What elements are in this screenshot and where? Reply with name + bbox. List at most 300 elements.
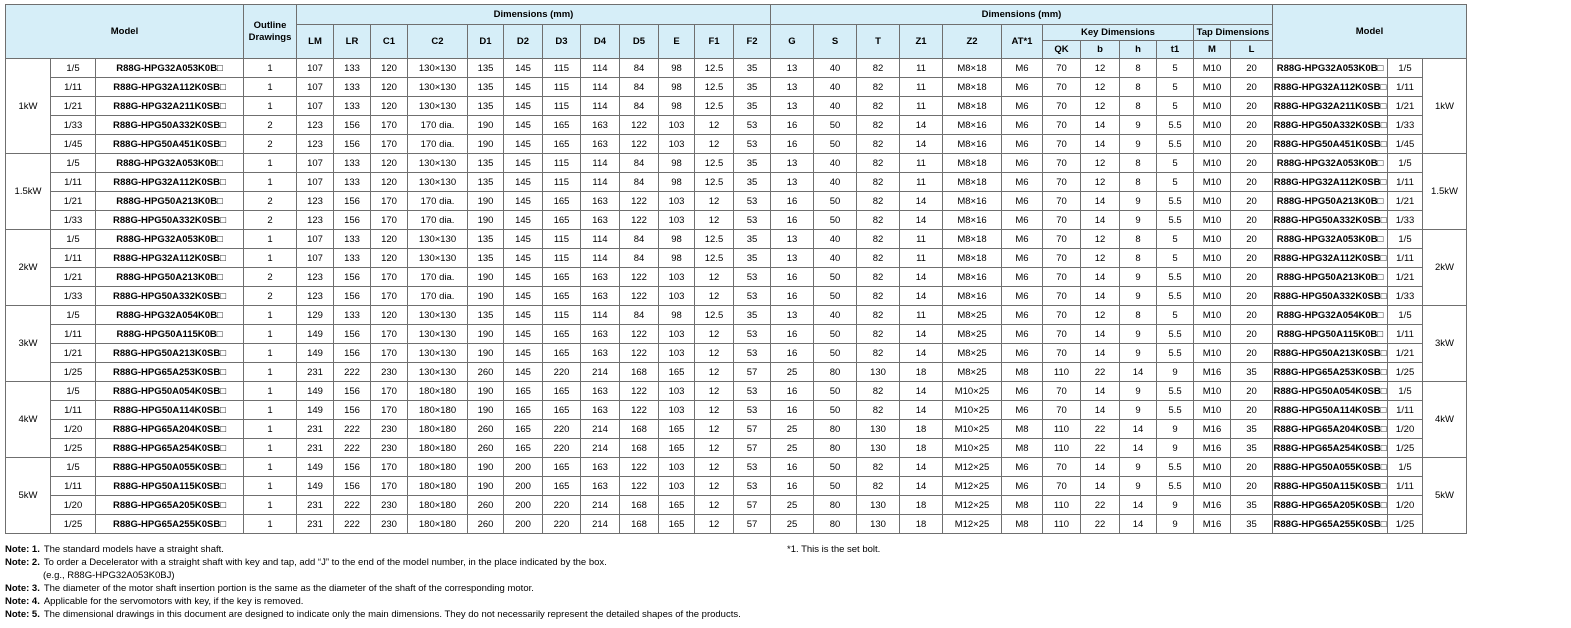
value-cell: 149 xyxy=(297,344,334,363)
value-cell: 50 xyxy=(814,192,857,211)
model-cell-right: R88G-HPG50A213K0B□ xyxy=(1273,268,1388,287)
value-cell: 145 xyxy=(504,268,543,287)
value-cell: 149 xyxy=(297,325,334,344)
outline-drawing-cell: 1 xyxy=(244,401,297,420)
value-cell: 57 xyxy=(734,420,771,439)
model-cell-right: R88G-HPG65A255K0SB□ xyxy=(1273,515,1388,534)
value-cell: 8 xyxy=(1120,306,1157,325)
value-cell: 103 xyxy=(659,287,695,306)
value-cell: 115 xyxy=(543,154,581,173)
outline-drawing-cell: 1 xyxy=(244,97,297,116)
value-cell: 35 xyxy=(734,154,771,173)
value-cell: 12 xyxy=(1081,173,1120,192)
value-cell: 156 xyxy=(334,268,371,287)
value-cell: 14 xyxy=(1120,363,1157,382)
value-cell: 107 xyxy=(297,230,334,249)
value-cell: 168 xyxy=(620,363,659,382)
value-cell: 20 xyxy=(1231,287,1273,306)
ratio-cell: 1/33 xyxy=(51,116,96,135)
value-cell: M8×25 xyxy=(943,363,1002,382)
value-cell: 156 xyxy=(334,344,371,363)
value-cell: 80 xyxy=(814,439,857,458)
value-cell: M8 xyxy=(1002,363,1043,382)
value-cell: 107 xyxy=(297,78,334,97)
value-cell: 50 xyxy=(814,401,857,420)
value-cell: 149 xyxy=(297,401,334,420)
value-cell: 190 xyxy=(468,211,504,230)
value-cell: 14 xyxy=(1120,420,1157,439)
value-cell: 103 xyxy=(659,268,695,287)
value-cell: 190 xyxy=(468,192,504,211)
value-cell: 5 xyxy=(1157,97,1194,116)
value-cell: 130×130 xyxy=(408,363,468,382)
value-cell: 57 xyxy=(734,439,771,458)
value-cell: 70 xyxy=(1043,325,1081,344)
model-cell-right: R88G-HPG50A115K0SB□ xyxy=(1273,477,1388,496)
value-cell: 220 xyxy=(543,420,581,439)
value-cell: 222 xyxy=(334,496,371,515)
value-cell: M8×16 xyxy=(943,192,1002,211)
value-cell: 170 xyxy=(371,401,408,420)
model-cell-right: R88G-HPG65A253K0SB□ xyxy=(1273,363,1388,382)
value-cell: 50 xyxy=(814,287,857,306)
value-cell: 14 xyxy=(900,382,943,401)
value-cell: 170 xyxy=(371,344,408,363)
ratio-cell-right: 1/33 xyxy=(1388,211,1423,230)
value-cell: 163 xyxy=(581,382,620,401)
value-cell: 22 xyxy=(1081,363,1120,382)
model-cell: R88G-HPG50A213K0SB□ xyxy=(96,344,244,363)
value-cell: 115 xyxy=(543,306,581,325)
value-cell: 110 xyxy=(1043,515,1081,534)
value-cell: 165 xyxy=(543,344,581,363)
value-cell: 13 xyxy=(771,306,814,325)
value-cell: 149 xyxy=(297,382,334,401)
value-cell: 163 xyxy=(581,192,620,211)
value-cell: 165 xyxy=(504,382,543,401)
model-cell-right: R88G-HPG32A053K0B□ xyxy=(1273,59,1388,78)
value-cell: 8 xyxy=(1120,59,1157,78)
value-cell: 120 xyxy=(371,78,408,97)
value-cell: M6 xyxy=(1002,268,1043,287)
value-cell: 9 xyxy=(1120,135,1157,154)
value-cell: 20 xyxy=(1231,135,1273,154)
value-cell: 98 xyxy=(659,230,695,249)
value-cell: 156 xyxy=(334,477,371,496)
value-cell: 84 xyxy=(620,249,659,268)
value-cell: M8×16 xyxy=(943,268,1002,287)
value-cell: 82 xyxy=(857,249,900,268)
value-cell: 214 xyxy=(581,439,620,458)
value-cell: 40 xyxy=(814,249,857,268)
value-cell: 145 xyxy=(504,325,543,344)
value-cell: 80 xyxy=(814,496,857,515)
value-cell: 12 xyxy=(695,496,734,515)
value-cell: 170 xyxy=(371,116,408,135)
value-cell: 170 xyxy=(371,135,408,154)
value-cell: 98 xyxy=(659,154,695,173)
value-cell: M8×16 xyxy=(943,116,1002,135)
value-cell: 103 xyxy=(659,116,695,135)
value-cell: 168 xyxy=(620,439,659,458)
col-header-C1: C1 xyxy=(371,25,408,59)
value-cell: 180×180 xyxy=(408,382,468,401)
value-cell: 165 xyxy=(543,458,581,477)
value-cell: M16 xyxy=(1194,439,1231,458)
model-cell-right: R88G-HPG32A054K0B□ xyxy=(1273,306,1388,325)
value-cell: M10 xyxy=(1194,135,1231,154)
value-cell: 8 xyxy=(1120,78,1157,97)
value-cell: M16 xyxy=(1194,420,1231,439)
value-cell: 190 xyxy=(468,458,504,477)
value-cell: 103 xyxy=(659,325,695,344)
value-cell: 114 xyxy=(581,97,620,116)
note-label: Note: 5. xyxy=(5,609,40,620)
value-cell: 9 xyxy=(1120,477,1157,496)
value-cell: 16 xyxy=(771,192,814,211)
table-row xyxy=(6,515,1467,534)
note-text: (e.g., R88G-HPG32A053K0BJ) xyxy=(43,570,175,581)
value-cell: 8 xyxy=(1120,173,1157,192)
value-cell: 13 xyxy=(771,97,814,116)
value-cell: 53 xyxy=(734,211,771,230)
value-cell: 110 xyxy=(1043,496,1081,515)
value-cell: M12×25 xyxy=(943,477,1002,496)
value-cell: 35 xyxy=(734,230,771,249)
value-cell: 12 xyxy=(695,135,734,154)
value-cell: 130 xyxy=(857,515,900,534)
ratio-cell-right: 1/20 xyxy=(1388,496,1423,515)
value-cell: 82 xyxy=(857,78,900,97)
value-cell: 82 xyxy=(857,192,900,211)
value-cell: M8×16 xyxy=(943,211,1002,230)
value-cell: 84 xyxy=(620,59,659,78)
ratio-cell-right: 1/21 xyxy=(1388,192,1423,211)
col-header-LM: LM xyxy=(297,25,334,59)
note-line xyxy=(5,595,741,608)
ratio-cell: 1/5 xyxy=(51,458,96,477)
ratio-cell: 1/45 xyxy=(51,135,96,154)
value-cell: M16 xyxy=(1194,496,1231,515)
ratio-cell: 1/11 xyxy=(51,325,96,344)
value-cell: M8 xyxy=(1002,496,1043,515)
outline-drawing-cell: 2 xyxy=(244,116,297,135)
value-cell: 130×130 xyxy=(408,344,468,363)
value-cell: 165 xyxy=(543,477,581,496)
value-cell: 9 xyxy=(1120,116,1157,135)
value-cell: 12 xyxy=(695,268,734,287)
power-rating-cell-right: 3kW xyxy=(1423,306,1467,382)
value-cell: 190 xyxy=(468,268,504,287)
value-cell: 82 xyxy=(857,344,900,363)
model-cell: R88G-HPG65A205K0SB□ xyxy=(96,496,244,515)
value-cell: M6 xyxy=(1002,401,1043,420)
value-cell: 12 xyxy=(695,420,734,439)
value-cell: 5.5 xyxy=(1157,458,1194,477)
value-cell: 190 xyxy=(468,382,504,401)
value-cell: 84 xyxy=(620,154,659,173)
value-cell: 165 xyxy=(543,192,581,211)
value-cell: 122 xyxy=(620,458,659,477)
ratio-cell-right: 1/5 xyxy=(1388,458,1423,477)
table-row xyxy=(6,135,1467,154)
value-cell: 13 xyxy=(771,78,814,97)
value-cell: 53 xyxy=(734,268,771,287)
value-cell: 82 xyxy=(857,230,900,249)
value-cell: 12 xyxy=(695,211,734,230)
value-cell: 115 xyxy=(543,59,581,78)
value-cell: 70 xyxy=(1043,306,1081,325)
value-cell: M8×18 xyxy=(943,154,1002,173)
value-cell: 145 xyxy=(504,154,543,173)
value-cell: M8×25 xyxy=(943,306,1002,325)
value-cell: M10 xyxy=(1194,382,1231,401)
ratio-cell: 1/20 xyxy=(51,496,96,515)
value-cell: 20 xyxy=(1231,192,1273,211)
value-cell: 20 xyxy=(1231,59,1273,78)
value-cell: 35 xyxy=(734,306,771,325)
note-label: Note: 1. xyxy=(5,544,40,555)
value-cell: 130 xyxy=(857,439,900,458)
value-cell: 130×130 xyxy=(408,97,468,116)
table-row xyxy=(6,116,1467,135)
outline-drawing-cell: 2 xyxy=(244,192,297,211)
value-cell: 165 xyxy=(543,382,581,401)
value-cell: 18 xyxy=(900,496,943,515)
power-rating-cell: 1kW xyxy=(6,59,51,154)
value-cell: 170 dia. xyxy=(408,287,468,306)
power-rating-cell: 5kW xyxy=(6,458,51,534)
value-cell: 82 xyxy=(857,477,900,496)
value-cell: 145 xyxy=(504,211,543,230)
value-cell: 82 xyxy=(857,268,900,287)
value-cell: 5 xyxy=(1157,154,1194,173)
value-cell: 12.5 xyxy=(695,97,734,116)
model-cell-right: R88G-HPG50A114K0SB□ xyxy=(1273,401,1388,420)
value-cell: M6 xyxy=(1002,173,1043,192)
value-cell: 114 xyxy=(581,59,620,78)
value-cell: 114 xyxy=(581,78,620,97)
outline-drawing-cell: 1 xyxy=(244,363,297,382)
value-cell: 103 xyxy=(659,401,695,420)
value-cell: 5.5 xyxy=(1157,401,1194,420)
value-cell: 9 xyxy=(1120,192,1157,211)
value-cell: 12 xyxy=(695,363,734,382)
key-dimensions-header: Key Dimensions xyxy=(1043,25,1194,41)
value-cell: 156 xyxy=(334,211,371,230)
value-cell: 120 xyxy=(371,154,408,173)
col-header-D3: D3 xyxy=(543,25,581,59)
value-cell: M6 xyxy=(1002,154,1043,173)
value-cell: 222 xyxy=(334,420,371,439)
value-cell: 115 xyxy=(543,249,581,268)
value-cell: 84 xyxy=(620,173,659,192)
value-cell: 230 xyxy=(371,420,408,439)
value-cell: 11 xyxy=(900,78,943,97)
value-cell: 25 xyxy=(771,515,814,534)
value-cell: 170 xyxy=(371,287,408,306)
note-line xyxy=(5,582,741,595)
value-cell: 165 xyxy=(543,287,581,306)
value-cell: 114 xyxy=(581,154,620,173)
value-cell: 14 xyxy=(1120,439,1157,458)
power-rating-cell: 3kW xyxy=(6,306,51,382)
value-cell: 135 xyxy=(468,306,504,325)
value-cell: 12 xyxy=(1081,154,1120,173)
col-header-E: E xyxy=(659,25,695,59)
value-cell: 9 xyxy=(1120,382,1157,401)
model-cell-right: R88G-HPG50A332K0SB□ xyxy=(1273,287,1388,306)
value-cell: M6 xyxy=(1002,135,1043,154)
value-cell: 9 xyxy=(1157,439,1194,458)
value-cell: 53 xyxy=(734,458,771,477)
value-cell: 130×130 xyxy=(408,173,468,192)
model-cell: R88G-HPG65A253K0SB□ xyxy=(96,363,244,382)
dimensions-header-left: Dimensions (mm) xyxy=(297,5,771,25)
value-cell: 82 xyxy=(857,382,900,401)
value-cell: 40 xyxy=(814,154,857,173)
model-cell: R88G-HPG32A211K0SB□ xyxy=(96,97,244,116)
value-cell: M8×18 xyxy=(943,173,1002,192)
value-cell: 82 xyxy=(857,211,900,230)
value-cell: 14 xyxy=(900,287,943,306)
value-cell: 231 xyxy=(297,496,334,515)
value-cell: 122 xyxy=(620,344,659,363)
value-cell: 130×130 xyxy=(408,249,468,268)
ratio-cell: 1/20 xyxy=(51,420,96,439)
value-cell: 5.5 xyxy=(1157,382,1194,401)
outline-drawing-cell: 1 xyxy=(244,477,297,496)
value-cell: 84 xyxy=(620,78,659,97)
col-header-AT1: AT*1 xyxy=(1002,25,1043,59)
model-header-right: Model xyxy=(1273,5,1467,59)
model-cell-right: R88G-HPG65A204K0SB□ xyxy=(1273,420,1388,439)
value-cell: M6 xyxy=(1002,325,1043,344)
value-cell: 14 xyxy=(1081,458,1120,477)
value-cell: 130×130 xyxy=(408,230,468,249)
value-cell: 16 xyxy=(771,268,814,287)
value-cell: 163 xyxy=(581,287,620,306)
ratio-cell-right: 1/45 xyxy=(1388,135,1423,154)
value-cell: 40 xyxy=(814,306,857,325)
note-line xyxy=(5,543,741,556)
value-cell: 14 xyxy=(900,401,943,420)
value-cell: 20 xyxy=(1231,401,1273,420)
value-cell: 123 xyxy=(297,268,334,287)
value-cell: 165 xyxy=(504,420,543,439)
value-cell: 14 xyxy=(900,116,943,135)
value-cell: 180×180 xyxy=(408,496,468,515)
value-cell: M12×25 xyxy=(943,458,1002,477)
value-cell: 163 xyxy=(581,268,620,287)
ratio-cell: 1/11 xyxy=(51,249,96,268)
value-cell: 5.5 xyxy=(1157,477,1194,496)
value-cell: 130×130 xyxy=(408,306,468,325)
note-text: To order a Decelerator with a straight shaft with key and tap, add “J” to the end of the model number, in the place indicated by the box. xyxy=(43,557,607,568)
outline-drawing-cell: 1 xyxy=(244,325,297,344)
value-cell: 14 xyxy=(900,325,943,344)
value-cell: 12 xyxy=(695,458,734,477)
value-cell: 35 xyxy=(1231,363,1273,382)
value-cell: 16 xyxy=(771,458,814,477)
value-cell: 20 xyxy=(1231,97,1273,116)
value-cell: 190 xyxy=(468,287,504,306)
outline-drawing-cell: 1 xyxy=(244,154,297,173)
value-cell: 103 xyxy=(659,382,695,401)
value-cell: 12 xyxy=(695,325,734,344)
value-cell: 57 xyxy=(734,496,771,515)
value-cell: 14 xyxy=(1120,515,1157,534)
table-header xyxy=(6,5,1467,59)
value-cell: 220 xyxy=(543,439,581,458)
value-cell: 12 xyxy=(1081,230,1120,249)
value-cell: 14 xyxy=(900,458,943,477)
value-cell: 70 xyxy=(1043,287,1081,306)
value-cell: 70 xyxy=(1043,173,1081,192)
power-rating-cell-right: 1kW xyxy=(1423,59,1467,154)
model-cell-right: R88G-HPG32A053K0B□ xyxy=(1273,154,1388,173)
value-cell: 190 xyxy=(468,116,504,135)
value-cell: 165 xyxy=(543,116,581,135)
value-cell: 130×130 xyxy=(408,59,468,78)
value-cell: 35 xyxy=(734,249,771,268)
power-rating-cell-right: 1.5kW xyxy=(1423,154,1467,230)
model-header: Model xyxy=(6,5,244,59)
table-row xyxy=(6,287,1467,306)
value-cell: 50 xyxy=(814,268,857,287)
value-cell: 13 xyxy=(771,249,814,268)
value-cell: 123 xyxy=(297,192,334,211)
value-cell: 145 xyxy=(504,344,543,363)
table-row xyxy=(6,344,1467,363)
value-cell: 133 xyxy=(334,154,371,173)
col-header-F1: F1 xyxy=(695,25,734,59)
col-header-S: S xyxy=(814,25,857,59)
value-cell: 230 xyxy=(371,496,408,515)
col-header-M: M xyxy=(1194,41,1231,59)
ratio-cell: 1/5 xyxy=(51,306,96,325)
value-cell: 22 xyxy=(1081,439,1120,458)
value-cell: 220 xyxy=(543,515,581,534)
value-cell: 163 xyxy=(581,458,620,477)
value-cell: 84 xyxy=(620,306,659,325)
value-cell: 18 xyxy=(900,515,943,534)
ratio-cell: 1/25 xyxy=(51,439,96,458)
ratio-cell-right: 1/11 xyxy=(1388,477,1423,496)
value-cell: 80 xyxy=(814,363,857,382)
model-cell: R88G-HPG50A115K0SB□ xyxy=(96,477,244,496)
value-cell: 25 xyxy=(771,363,814,382)
value-cell: 20 xyxy=(1231,116,1273,135)
value-cell: 103 xyxy=(659,477,695,496)
value-cell: 107 xyxy=(297,173,334,192)
note-text: The dimensional drawings in this document are designed to indicate only the main dimensions. They do not necessarily represent the detailed shapes of the products. xyxy=(43,609,741,620)
value-cell: 9 xyxy=(1157,420,1194,439)
value-cell: 16 xyxy=(771,477,814,496)
outline-drawing-cell: 1 xyxy=(244,420,297,439)
ratio-cell-right: 1/21 xyxy=(1388,268,1423,287)
model-cell: R88G-HPG32A112K0SB□ xyxy=(96,249,244,268)
value-cell: 18 xyxy=(900,439,943,458)
value-cell: 8 xyxy=(1120,154,1157,173)
value-cell: 53 xyxy=(734,135,771,154)
ratio-cell: 1/5 xyxy=(51,154,96,173)
ratio-cell-right: 1/33 xyxy=(1388,116,1423,135)
value-cell: M6 xyxy=(1002,59,1043,78)
value-cell: 165 xyxy=(543,135,581,154)
value-cell: 22 xyxy=(1081,496,1120,515)
value-cell: 145 xyxy=(504,306,543,325)
